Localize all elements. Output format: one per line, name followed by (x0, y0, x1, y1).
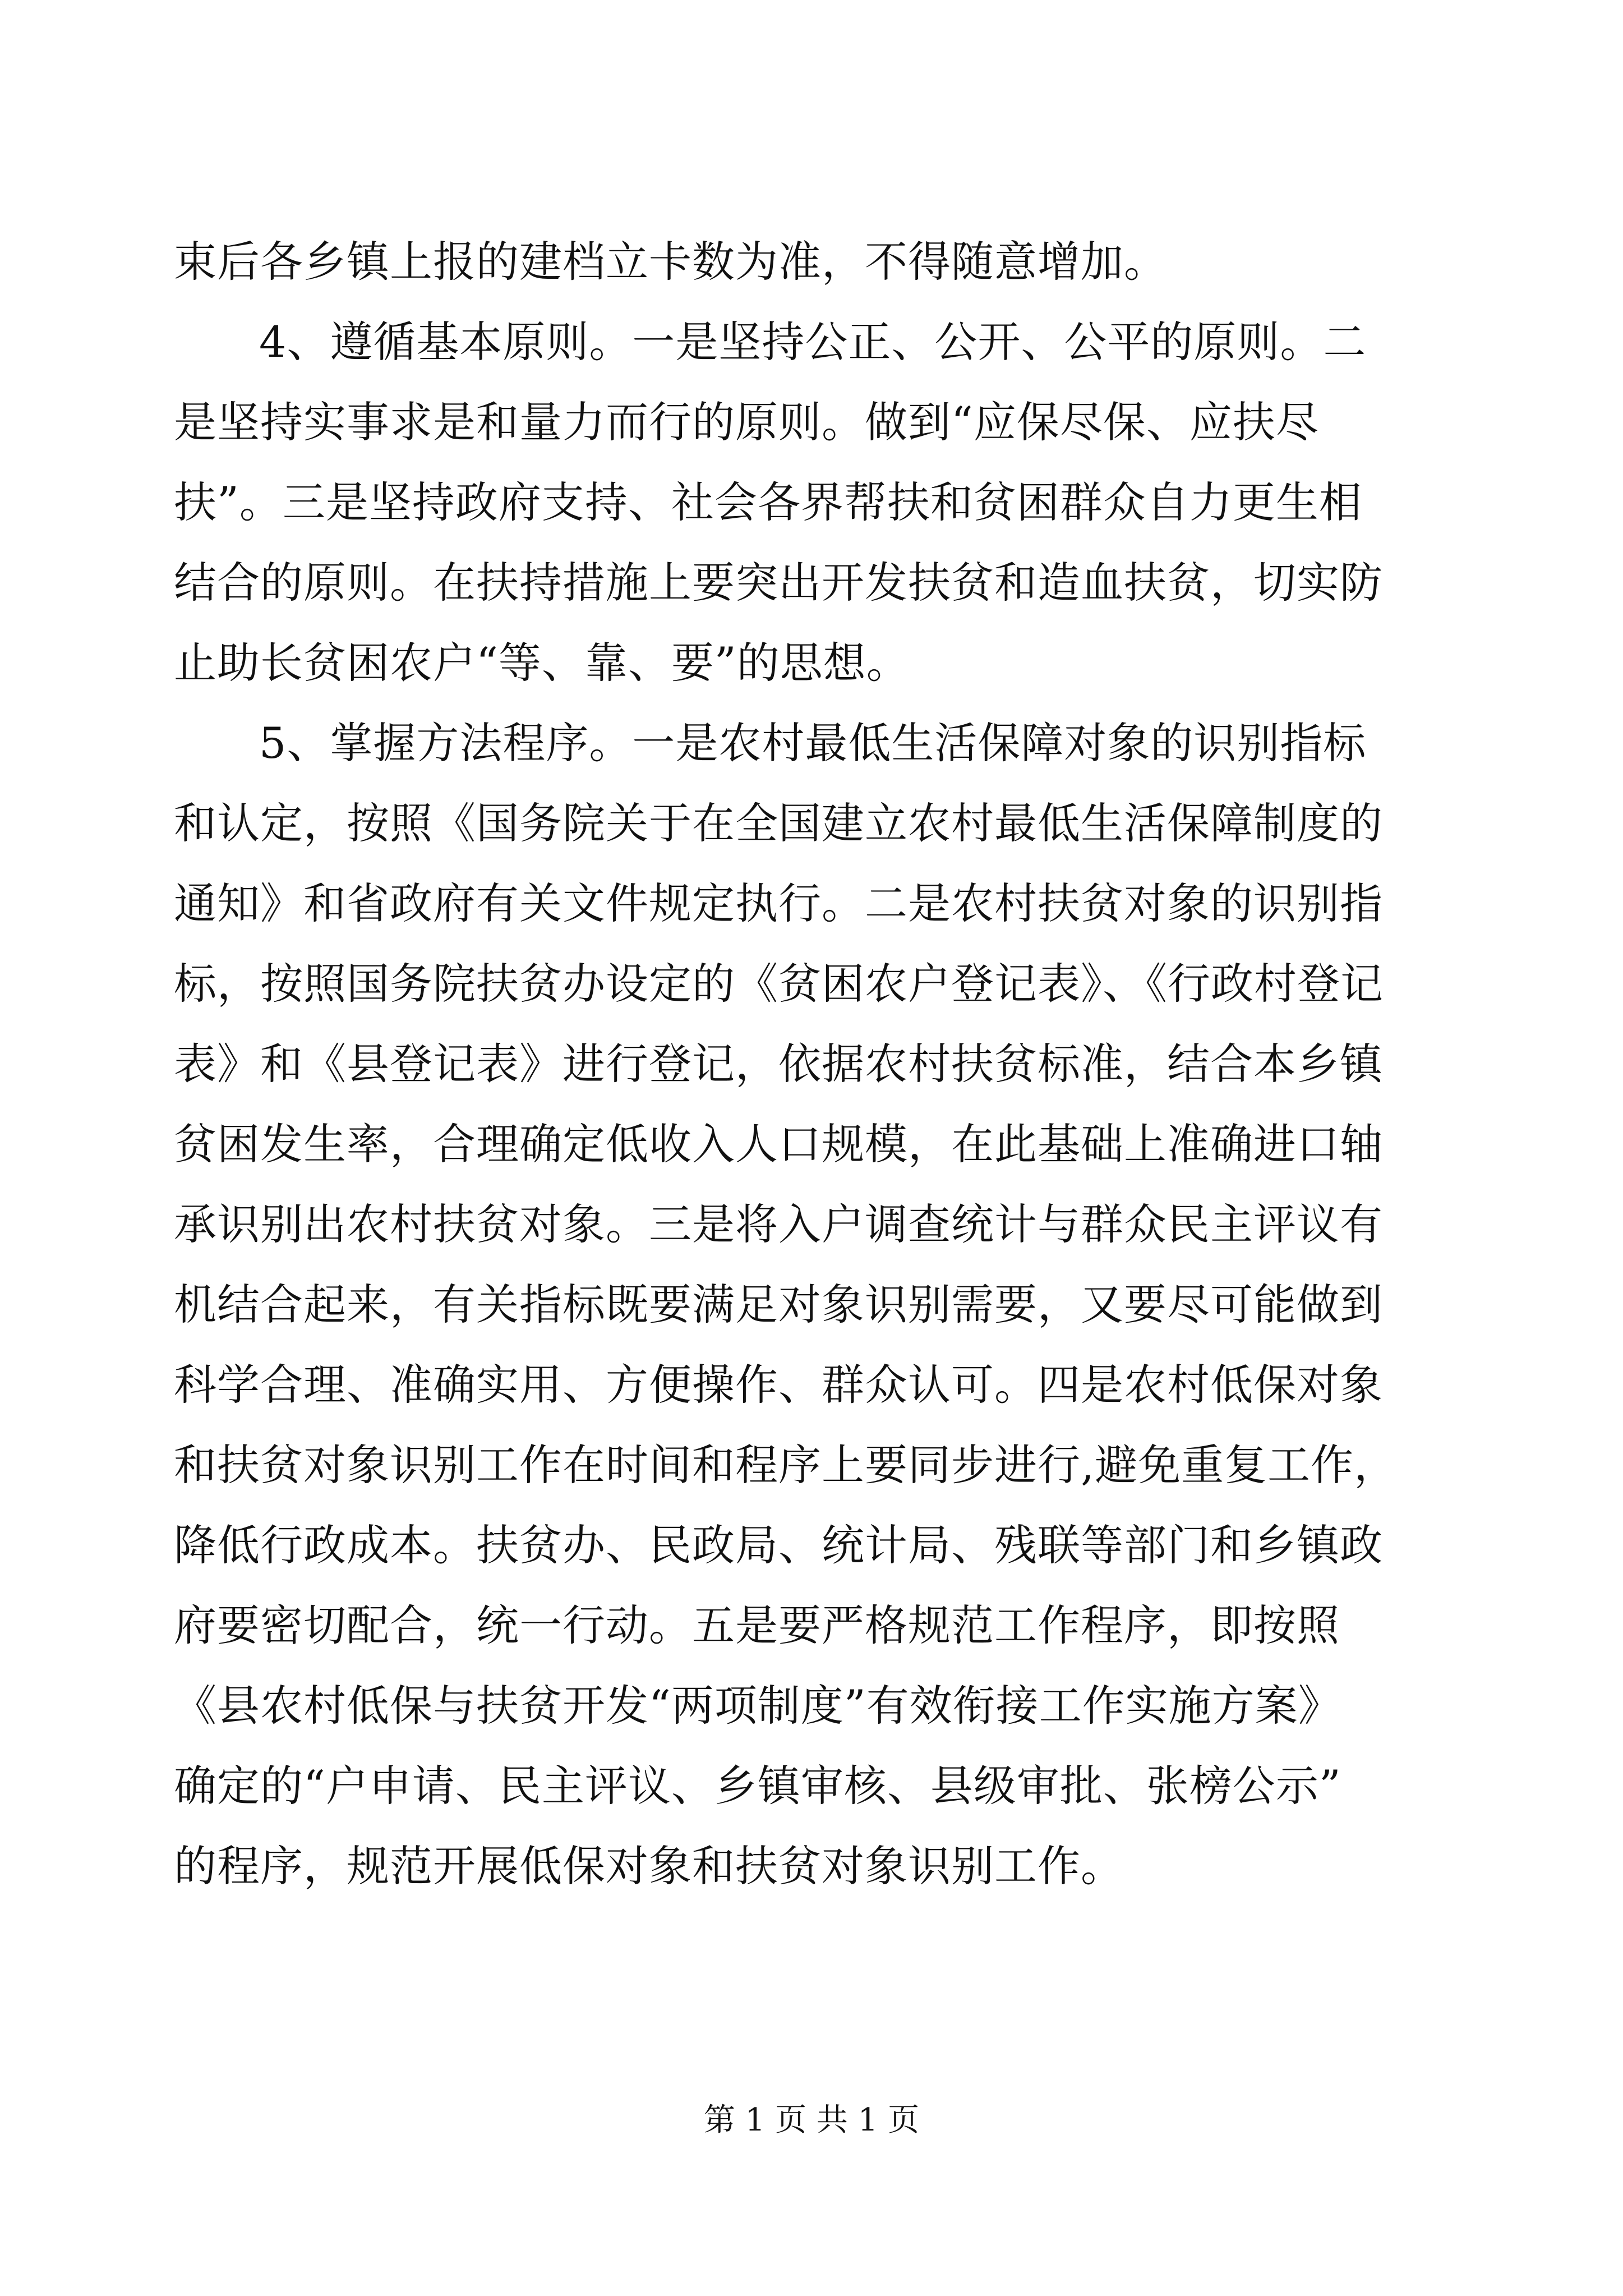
text-line: 的程序，规范开展低保对象和扶贫对象识别工作。 (174, 1841, 1124, 1891)
text-line: 4、遵循基本原则。一是坚持公正、公开、公平的原则。二 (259, 317, 1367, 367)
text-line: 和扶贫对象识别工作在时间和程序上要同步进行,避免重复工作， (174, 1440, 1398, 1490)
text-line: 止助长贫困农户“等、靠、要”的思想。 (174, 638, 910, 688)
text-line: 扶”。三是坚持政府支持、社会各界帮扶和贫困群众自力更生相 (174, 477, 1362, 527)
text-line: 科学合理、准确实用、方便操作、群众认可。四是农村低保对象 (174, 1360, 1383, 1410)
page-number-footer: 第 1 页 共 1 页 (703, 2102, 920, 2138)
text-line: 确定的“户申请、民主评议、乡镇审核、县级审批、张榜公示” (174, 1761, 1341, 1811)
text-line: 表》和《县登记表》进行登记，依据农村扶贫标准，结合本乡镇 (174, 1039, 1383, 1089)
text-line: 府要密切配合，统一行动。五是要严格规范工作程序，即按照 (174, 1600, 1340, 1650)
text-line: 机结合起来，有关指标既要满足对象识别需要，又要尽可能做到 (174, 1280, 1383, 1329)
document-body (174, 222, 1453, 1906)
text-line: 《县农村低保与扶贫开发“两项制度”有效衔接工作实施方案》 (174, 1681, 1341, 1731)
text-line: 贫困发生率，合理确定低收入人口规模，在此基础上准确进口轴 (174, 1119, 1383, 1169)
text-line: 5、掌握方法程序。一是农村最低生活保障对象的识别指标 (259, 718, 1367, 768)
text-line: 束后各乡镇上报的建档立卡数为准，不得随意增加。 (174, 237, 1167, 287)
text-line: 通知》和省政府有关文件规定执行。二是农村扶贫对象的识别指 (174, 878, 1383, 928)
text-line: 和认定，按照《国务院关于在全国建立农村最低生活保障制度的 (174, 798, 1383, 848)
text-line: 是坚持实事求是和量力而行的原则。做到“应保尽保、应扶尽 (174, 397, 1319, 447)
text-line: 承识别出农村扶贫对象。三是将入户调查统计与群众民主评议有 (174, 1199, 1383, 1249)
text-line: 结合的原则。在扶持措施上要突出开发扶贫和造血扶贫，切实防 (174, 558, 1383, 608)
text-line: 标，按照国务院扶贫办设定的《贫困农户登记表》、《行政村登记 (174, 959, 1384, 1009)
text-line: 降低行政成本。扶贫办、民政局、统计局、残联等部门和乡镇政 (174, 1520, 1383, 1570)
